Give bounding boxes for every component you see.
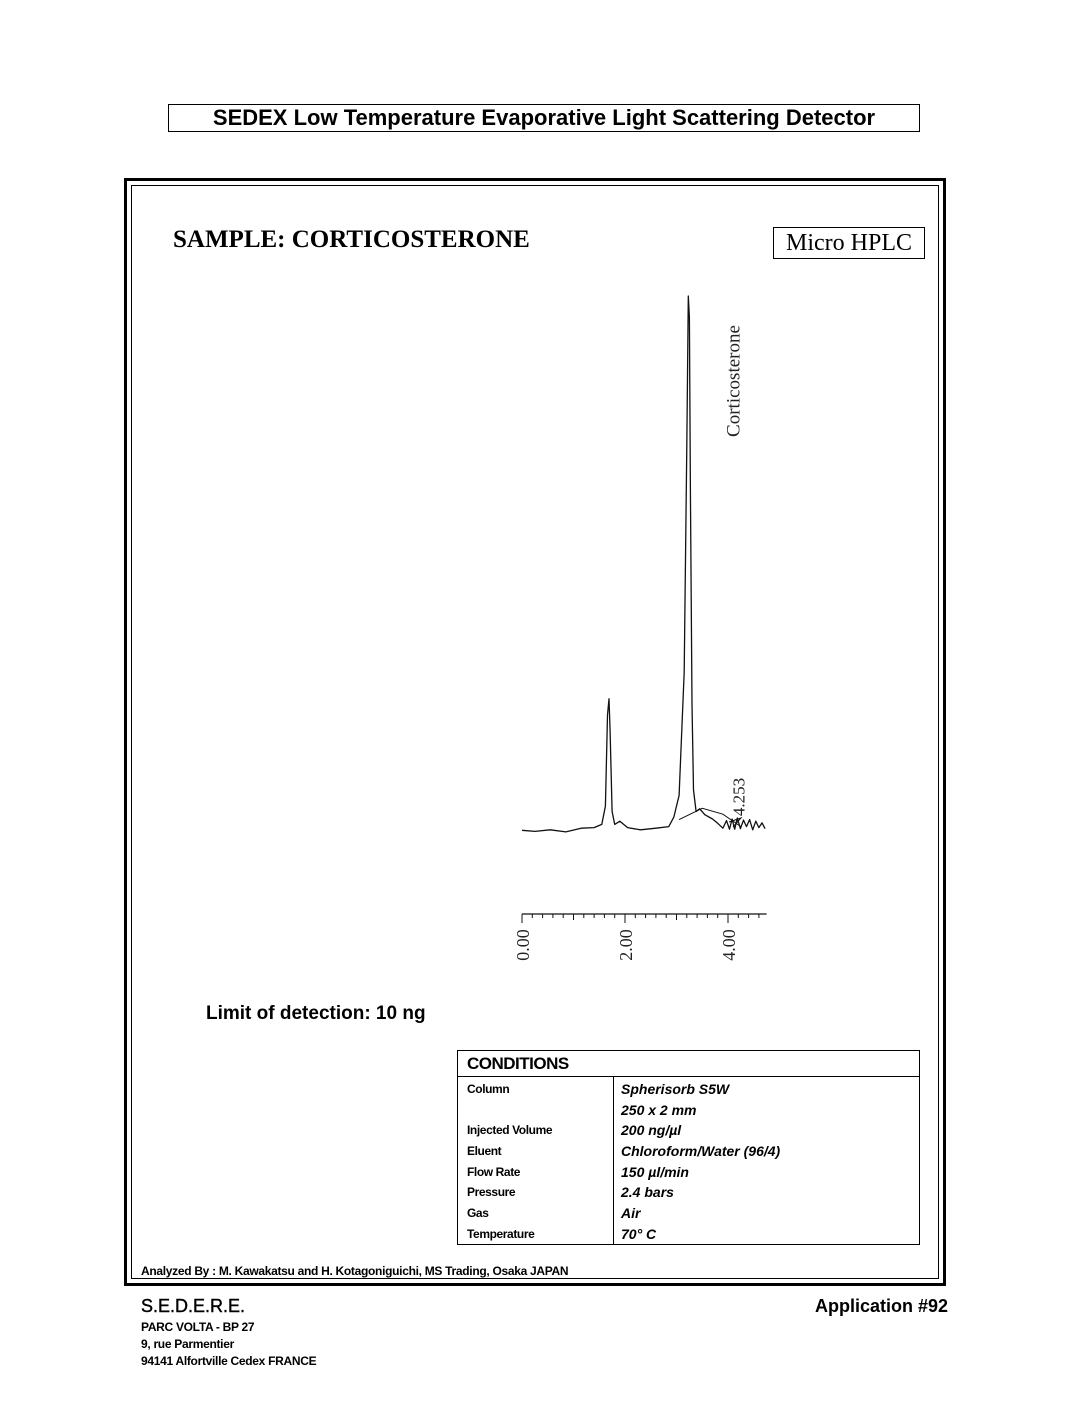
condition-label: Temperature — [467, 1226, 535, 1241]
conditions-header: CONDITIONS — [458, 1051, 919, 1077]
condition-row — [458, 1141, 919, 1162]
condition-row — [458, 1120, 919, 1141]
method-badge: Micro HPLC — [773, 227, 925, 259]
condition-value: Spherisorb S5W — [621, 1081, 730, 1097]
x-tick-label: 0.00 — [513, 929, 533, 961]
chart-x-axis — [513, 914, 767, 961]
condition-value: Air — [621, 1205, 641, 1222]
analyzed-by: Analyzed By : M. Kawakatsu and H. Kotagoniguichi, MS Trading, Osaka JAPAN — [141, 1264, 569, 1278]
condition-value: 200 ng/µl — [621, 1122, 682, 1139]
condition-label: Injected Volume — [467, 1123, 553, 1138]
sample-title: SAMPLE: CORTICOSTERONE — [173, 226, 530, 253]
x-tick-label: 2.00 — [616, 929, 636, 961]
peak-label: Corticosterone — [723, 325, 745, 437]
condition-row — [458, 1100, 919, 1121]
condition-row — [458, 1162, 919, 1183]
chart-annotations — [724, 325, 749, 827]
limit-of-detection: Limit of detection: 10 ng — [206, 1003, 426, 1024]
condition-row — [458, 1079, 919, 1100]
condition-value: 2.4 bars — [621, 1184, 674, 1201]
condition-label: Column — [467, 1082, 510, 1096]
condition-label: Gas — [467, 1206, 489, 1221]
application-number: Application #92 — [814, 1296, 948, 1316]
conditions-rows — [458, 1077, 919, 1245]
condition-value: 250 x 2 mm — [621, 1101, 697, 1118]
condition-label: Eluent — [467, 1144, 502, 1159]
condition-row — [458, 1182, 919, 1203]
condition-label: Flow Rate — [467, 1164, 521, 1179]
retention-time-label: 4.253 — [729, 777, 749, 817]
company-name: S.E.D.E.R.E. — [141, 1296, 246, 1316]
conditions-table — [457, 1050, 920, 1245]
address-line: 9, rue Parmentier — [141, 1337, 234, 1351]
page-title: SEDEX Low Temperature Evaporative Light Scattering Detector — [168, 104, 920, 132]
condition-value: 70° C — [621, 1225, 657, 1242]
x-tick-label: 4.00 — [719, 929, 739, 961]
address-line: PARC VOLTA - BP 27 — [141, 1320, 255, 1334]
condition-value: 150 µl/min — [621, 1163, 689, 1180]
condition-row — [458, 1203, 919, 1224]
condition-value: Chloroform/Water (96/4) — [621, 1143, 781, 1160]
address-line: 94141 Alfortville Cedex FRANCE — [141, 1354, 317, 1368]
condition-label: Pressure — [467, 1185, 516, 1200]
condition-row — [458, 1224, 919, 1245]
